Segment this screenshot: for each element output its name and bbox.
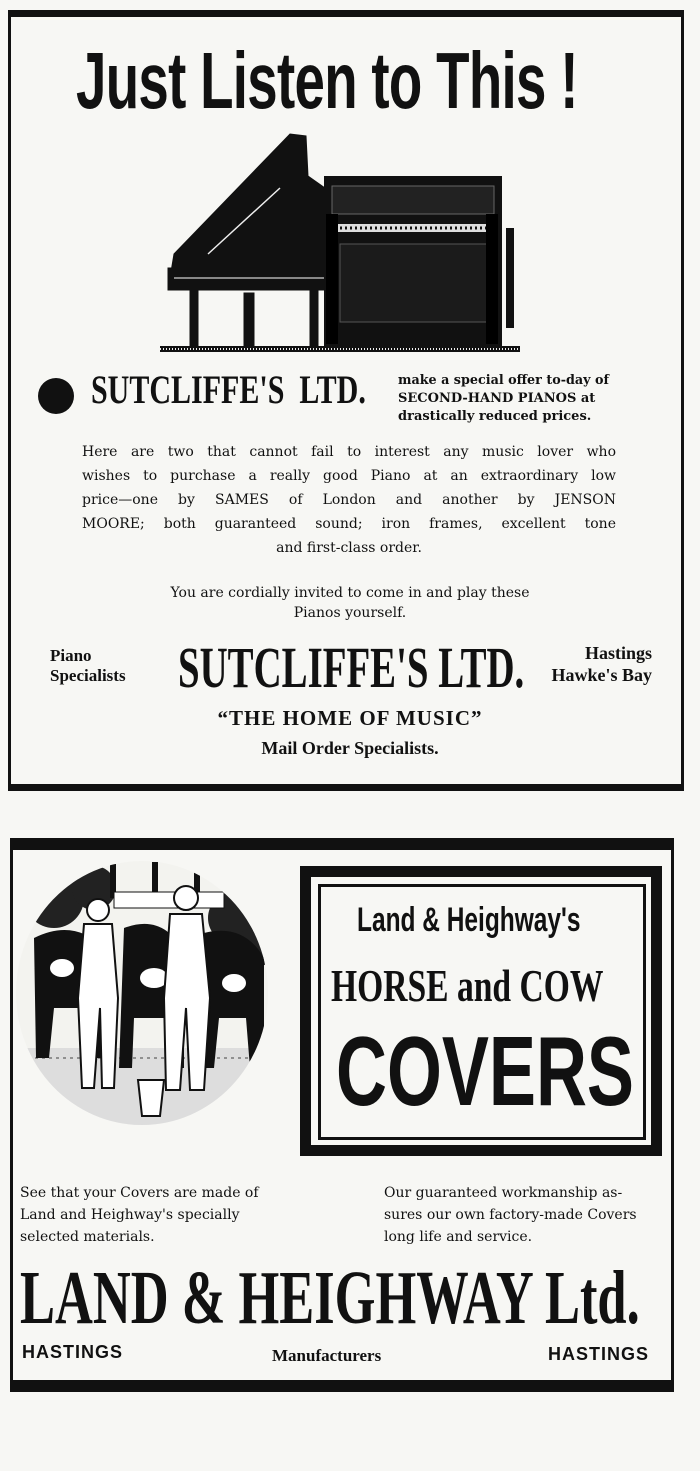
right-tag-line-1: Hastings (584, 643, 652, 663)
slogan: “THE HOME OF MUSIC” (217, 706, 483, 730)
intro-company-name: SUTCLIFFE'S LTD. (91, 367, 366, 412)
bottom-rule (8, 784, 684, 791)
left-tag-line-1: Piano (50, 646, 92, 665)
upright-piano (324, 176, 514, 351)
title-line-3: COVERS (336, 1016, 634, 1126)
left-tag-line-2: Specialists (50, 666, 126, 685)
right-tag-line-2: Hawke's Bay (551, 665, 652, 685)
milk-bucket (138, 1080, 164, 1116)
left-copy-line-2: Land and Heighway's specially (20, 1207, 240, 1223)
grand-piano (168, 134, 338, 349)
left-tagline (50, 646, 126, 686)
left-copy-line-1: See that your Covers are made of (20, 1185, 259, 1201)
invite-line-1: You are cordially invited to come in and play these (170, 585, 530, 601)
title-line-1: Land & Heighway's (357, 901, 581, 939)
body-line-5: and first-class order. (276, 540, 422, 556)
body-line-3: price—one by SAMES of London and another by JENSON (82, 492, 616, 508)
body-line-2: wishes to purchase a really good Piano at an extraordinary low (82, 468, 616, 484)
left-rule (10, 838, 13, 1388)
right-rule (681, 10, 684, 790)
body-line-1: Here are two that cannot fail to interest any music lover who (82, 444, 616, 460)
left-copy-line-3: selected materials. (20, 1229, 155, 1245)
footer-left: HASTINGS (22, 1342, 124, 1362)
company-name: SUTCLIFFE'S LTD. (178, 635, 525, 700)
right-copy-line-2: sures our own factory-made Covers (384, 1207, 637, 1223)
top-rule (8, 10, 684, 17)
body-line-4: MOORE; both guaranteed sound; iron frames, excellent tone (82, 516, 616, 532)
offer-line-3: drastically reduced prices. (398, 409, 592, 424)
right-rule (671, 838, 674, 1388)
offer-text (398, 372, 658, 426)
top-rule (10, 838, 674, 850)
bullet-dot (38, 378, 74, 414)
pianos-illustration (160, 128, 520, 368)
title-line-2: HORSE and COW (331, 960, 604, 1011)
body-paragraph (82, 440, 616, 560)
headline: Just Listen to This ! (76, 36, 578, 125)
bottom-rule (10, 1380, 674, 1392)
right-tagline (520, 642, 652, 686)
footer-center: Manufacturers (272, 1346, 382, 1365)
left-copy (20, 1182, 310, 1248)
offer-line-2: SECOND-HAND PIANOS at (398, 391, 596, 406)
left-rule (8, 10, 11, 790)
footer-right: HASTINGS (548, 1344, 650, 1364)
company-name: LAND & HEIGHWAY Ltd. (20, 1256, 640, 1340)
invite-line-2: Pianos yourself. (293, 605, 407, 621)
offer-line-1: make a special offer to-day of (398, 373, 609, 388)
right-copy-line-1: Our guaranteed workmanship as- (384, 1185, 623, 1201)
mail-order: Mail Order Specialists. (261, 738, 439, 758)
invitation (100, 583, 600, 623)
farm-illustration (14, 858, 270, 1128)
right-copy (384, 1182, 674, 1248)
right-copy-line-3: long life and service. (384, 1229, 533, 1245)
